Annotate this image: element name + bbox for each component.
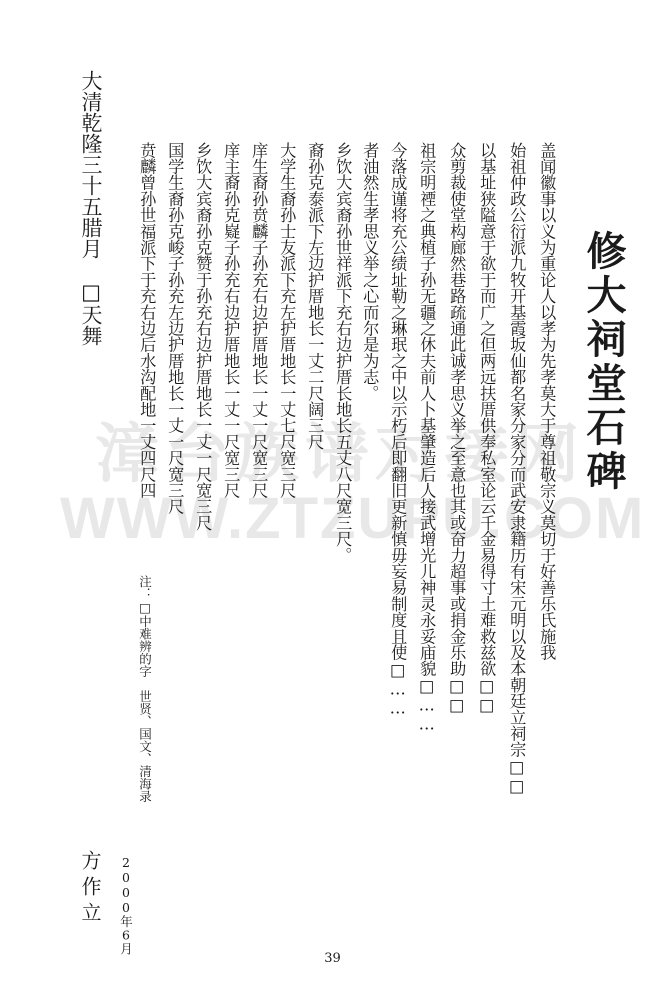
watermark-chinese: 漳台族谱对接网 [95,417,585,492]
inscription-column-9: 裔孙克泰派下左边护厝地长一丈二尺阔三尺 [305,142,325,450]
inscription-column-7: 者油然生孝思义举之心而尔是为志。 [360,142,380,402]
note-date: 2000年6月 [118,855,134,955]
inscription-column-15: 贲麟曾孙世福派下于充右边后水沟配地一丈四尺四 [137,142,157,499]
inscription-column-1: 盖闻徽事以义为重论人以孝为先孝莫大于尊祖敬宗义莫切于好善乐氏施我 [537,142,557,661]
inscription-column-10: 大学生裔孙士友派下充左护厝地长一丈七尺宽三尺 [277,142,297,499]
inscription-column-2: 始祖仲政公衍派九牧开基霞坂仙都名家分家分而武安隶籍历有宋元明以及本朝廷立祠宗□□ [507,142,527,796]
inscription-column-3: 以基址狭隘意于欲于而广之但两远扶厝供奉私室论云千金易得寸土难救兹欲□□ [477,142,497,715]
watermark-url: WWW.ZTZUPU.COM [60,486,646,552]
inscription-column-8: 乡饮大宾裔孙世祥派下充右边护厝长地长五丈八尺宽三尺。 [333,142,353,564]
inscription-column-4: 众剪裁使堂构廊然巷路疏通此诚孝思义举之至意也其或奋力超事或捐金乐助□□ [447,142,467,715]
inscription-column-5: 祖宗明禋之典植子孙无疆之休夫前人卜基肇造后人接武增光儿神灵永妥庙貌□…… [417,142,437,734]
inscription-column-11: 庠生裔孙贲麟子孙充右边护厝地长一丈一尺宽三尺 [249,142,269,499]
inscription-column-12: 庠主裔孙克嶷子孙充右边护厝地长一丈一尺宽三尺 [221,142,241,499]
inscription-column-6: 今落成谨将充公绩址勒之琳珉之中以示朽后即翻旧更新慎毋妄易制度且使□…… [388,142,408,718]
inscription-column-13: 乡饮大宾裔孙克赞于孙充右边护厝地长一丈一尺宽三尺 [193,142,213,531]
author-line: 方作立 [78,850,102,928]
inscription-column-14: 国学生裔孙克峻子孙充左边护厝地长一丈一尺宽三尺 [165,142,185,515]
page-number: 39 [324,951,341,966]
page-title: 修大祠堂石碑 [580,230,627,494]
date-line: 大清乾隆三十五腊月 □天舞 [79,70,103,346]
note-line: 注：□中难辨的字 世贤、国文、清海录 [137,575,153,803]
